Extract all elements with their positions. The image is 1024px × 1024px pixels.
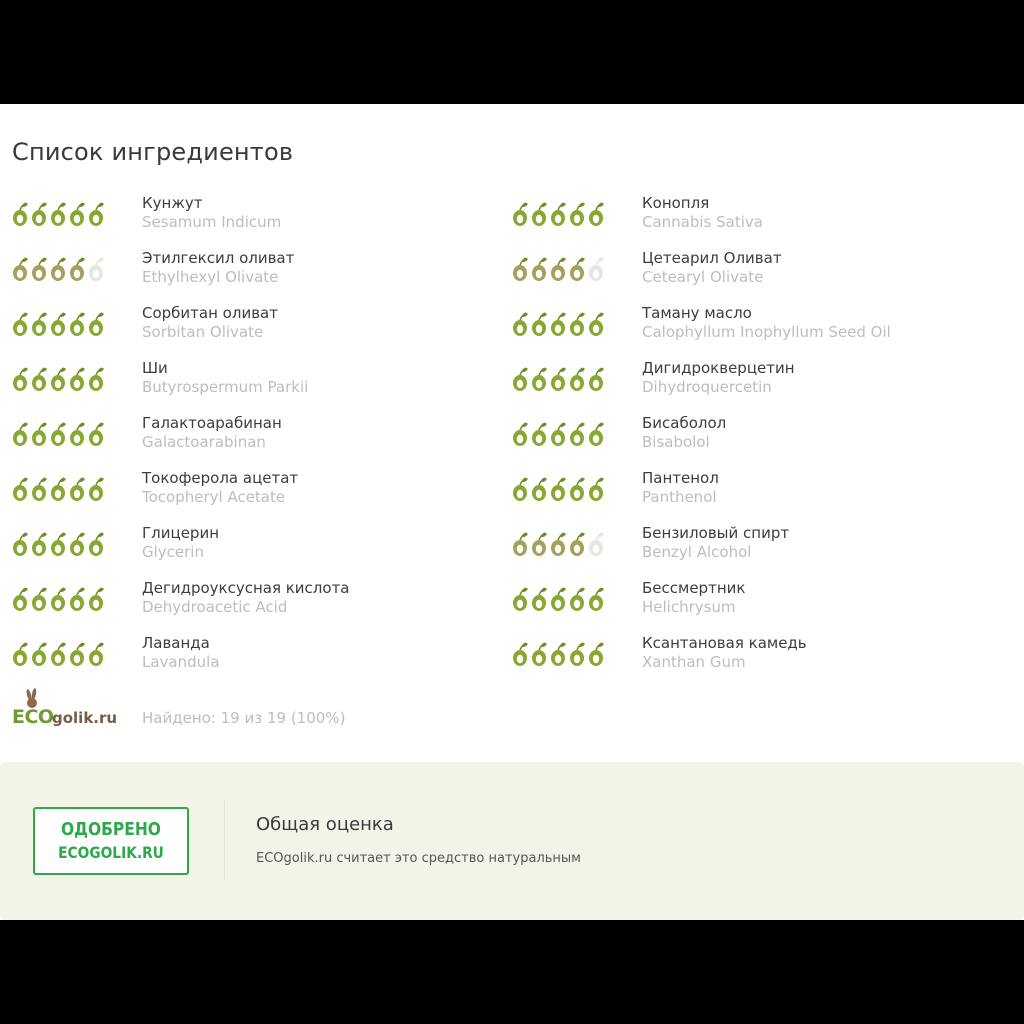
olive-icon: [589, 587, 604, 611]
verdict-divider: [224, 800, 225, 880]
olive-icon: [51, 312, 66, 336]
olive-icon: [589, 257, 604, 281]
olive-icon: [589, 312, 604, 336]
olive-rating: [12, 257, 108, 283]
ingredient-name-latin: Sorbitan Olivate: [142, 323, 264, 341]
olive-icon: [513, 532, 528, 556]
ingredient-row[interactable]: [512, 414, 1012, 469]
ingredient-row[interactable]: [512, 194, 1012, 249]
olive-rating: [12, 477, 108, 503]
olive-icon: [551, 532, 566, 556]
ingredient-row[interactable]: [512, 469, 1012, 524]
ingredient-name-ru[interactable]: Бензиловый спирт: [642, 524, 790, 542]
ingredient-name-latin: Calophyllum Inophyllum Seed Oil: [642, 323, 891, 341]
ingredient-name-ru[interactable]: Этилгексил оливат: [142, 249, 295, 267]
olive-rating: [12, 587, 108, 613]
olive-icon: [32, 642, 47, 666]
ingredient-name-latin: Tocopheryl Acetate: [142, 488, 286, 506]
olive-icon: [513, 642, 528, 666]
olive-rating: [512, 587, 608, 613]
olive-icon: [70, 422, 85, 446]
ingredient-names: [642, 524, 789, 562]
ingredient-name-ru[interactable]: Пантенол: [642, 469, 719, 487]
olive-icon: [51, 422, 66, 446]
ingredient-name-ru[interactable]: Таману масло: [642, 304, 752, 322]
stamp-line2: ECOGOLIK.RU: [58, 843, 164, 862]
ingredient-name-latin: Helichrysum: [642, 598, 736, 616]
ingredient-name-ru[interactable]: Дигидрокверцетин: [642, 359, 795, 377]
olive-icon: [513, 587, 528, 611]
olive-rating: [12, 367, 108, 393]
olive-rating: [12, 642, 108, 668]
ingredient-row[interactable]: [12, 579, 512, 634]
olive-icon: [551, 477, 566, 501]
verdict-panel: [0, 762, 1024, 920]
olive-icon: [13, 642, 28, 666]
olive-icon: [13, 422, 28, 446]
stamp-line1: ОДОБРЕНО: [61, 819, 161, 840]
olive-icon: [532, 477, 547, 501]
ingredient-names: [142, 469, 298, 507]
olive-icon: [70, 477, 85, 501]
ingredient-names: [142, 359, 308, 397]
page-title: Список ингредиентов: [12, 138, 294, 166]
olive-icon: [13, 532, 28, 556]
olive-icon: [570, 367, 585, 391]
ingredient-name-ru[interactable]: Лаванда: [142, 634, 210, 652]
ingredient-name-latin: Benzyl Alcohol: [642, 543, 752, 561]
olive-icon: [32, 477, 47, 501]
olive-icon: [70, 587, 85, 611]
ingredient-names: [642, 469, 719, 507]
olive-icon: [70, 312, 85, 336]
ingredient-name-latin: Dihydroquercetin: [642, 378, 772, 396]
olive-icon: [589, 367, 604, 391]
ingredient-names: [142, 414, 282, 452]
olive-rating: [512, 532, 608, 558]
olive-icon: [13, 257, 28, 281]
ingredient-row[interactable]: [512, 359, 1012, 414]
olive-icon: [532, 587, 547, 611]
ingredient-names: [142, 194, 281, 232]
olive-icon: [13, 587, 28, 611]
olive-rating: [512, 477, 608, 503]
olive-icon: [570, 422, 585, 446]
olive-icon: [51, 367, 66, 391]
olive-icon: [532, 257, 547, 281]
ingredient-row[interactable]: [12, 469, 512, 524]
ingredient-name-latin: Panthenol: [642, 488, 717, 506]
olive-icon: [51, 642, 66, 666]
olive-icon: [51, 587, 66, 611]
ingredient-name-ru[interactable]: Галактоарабинан: [142, 414, 282, 432]
olive-icon: [32, 312, 47, 336]
ingredient-name-ru[interactable]: Сорбитан оливат: [142, 304, 278, 322]
ingredient-name-ru[interactable]: Глицерин: [142, 524, 219, 542]
olive-rating: [12, 532, 108, 558]
olive-icon: [51, 477, 66, 501]
ingredient-row[interactable]: [512, 634, 1012, 689]
olive-rating: [512, 257, 608, 283]
olive-icon: [570, 477, 585, 501]
olive-rating: [512, 367, 608, 393]
olive-icon: [532, 532, 547, 556]
ingredient-names: [642, 359, 795, 397]
olive-icon: [551, 202, 566, 226]
olive-icon: [13, 367, 28, 391]
olive-icon: [551, 312, 566, 336]
ingredient-row[interactable]: [12, 414, 512, 469]
ingredient-name-latin: Butyrospermum Parkii: [142, 378, 309, 396]
olive-icon: [13, 477, 28, 501]
olive-icon: [13, 202, 28, 226]
olive-icon: [89, 257, 104, 281]
olive-rating: [12, 312, 108, 338]
olive-icon: [551, 422, 566, 446]
olive-icon: [532, 367, 547, 391]
olive-icon: [51, 532, 66, 556]
olive-icon: [51, 257, 66, 281]
olive-icon: [513, 422, 528, 446]
ingredient-name-latin: Cannabis Sativa: [642, 213, 763, 231]
olive-icon: [570, 257, 585, 281]
olive-icon: [89, 422, 104, 446]
ingredient-row[interactable]: [12, 194, 512, 249]
ingredient-name-latin: Xanthan Gum: [642, 653, 746, 671]
ingredient-name-ru[interactable]: Ксантановая камедь: [642, 634, 807, 652]
ingredient-names: [642, 304, 891, 342]
results-footer: [12, 688, 512, 732]
ingredient-row[interactable]: [512, 304, 1012, 359]
ingredient-name-ru[interactable]: Ши: [142, 359, 168, 377]
olive-icon: [551, 642, 566, 666]
ingredient-names: [142, 524, 219, 562]
olive-icon: [589, 532, 604, 556]
olive-icon: [551, 367, 566, 391]
olive-rating: [512, 312, 608, 338]
ingredient-name-ru[interactable]: Кунжут: [142, 194, 203, 212]
olive-rating: [512, 422, 608, 448]
ingredients-page: [0, 104, 1024, 920]
ingredients-column-left: [12, 194, 512, 689]
olive-icon: [589, 422, 604, 446]
ingredient-name-ru[interactable]: Бессмертник: [642, 579, 746, 597]
olive-icon: [70, 367, 85, 391]
logo-eco-text: ECO: [12, 706, 54, 728]
olive-icon: [513, 202, 528, 226]
ingredient-name-ru[interactable]: Токоферола ацетат: [142, 469, 299, 487]
verdict-title: Общая оценка: [256, 814, 394, 835]
olive-icon: [532, 202, 547, 226]
ingredient-name-ru[interactable]: Бисаболол: [642, 414, 727, 432]
olive-icon: [89, 587, 104, 611]
ingredient-name-latin: Sesamum Indicum: [142, 213, 282, 231]
olive-rating: [12, 202, 108, 228]
ingredient-name-latin: Lavandula: [142, 653, 220, 671]
olive-icon: [570, 202, 585, 226]
ingredient-names: [642, 634, 807, 672]
olive-rating: [512, 642, 608, 668]
olive-icon: [513, 367, 528, 391]
olive-icon: [89, 202, 104, 226]
olive-icon: [551, 257, 566, 281]
olive-rating: [12, 422, 108, 448]
olive-icon: [570, 532, 585, 556]
olive-icon: [570, 312, 585, 336]
ingredients-column-right: [512, 194, 1012, 689]
ingredient-name-ru[interactable]: Дегидроуксусная кислота: [142, 579, 350, 597]
olive-icon: [513, 477, 528, 501]
olive-icon: [70, 257, 85, 281]
ingredient-names: [642, 579, 745, 617]
olive-icon: [51, 202, 66, 226]
ingredient-row[interactable]: [512, 524, 1012, 579]
olive-icon: [32, 257, 47, 281]
ingredient-row[interactable]: [12, 634, 512, 689]
olive-icon: [532, 312, 547, 336]
olive-icon: [551, 587, 566, 611]
olive-icon: [13, 312, 28, 336]
verdict-text: ECOgolik.ru считает это средство натуральным: [256, 851, 581, 866]
ingredient-name-latin: Cetearyl Olivate: [642, 268, 764, 286]
olive-icon: [589, 202, 604, 226]
ingredient-names: [142, 304, 278, 342]
olive-icon: [32, 422, 47, 446]
ingredient-name-latin: Ethylhexyl Olivate: [142, 268, 279, 286]
ingredient-row[interactable]: [12, 359, 512, 414]
olive-icon: [89, 477, 104, 501]
olive-icon: [532, 642, 547, 666]
olive-icon: [89, 532, 104, 556]
ingredient-name-ru[interactable]: Цетеарил Оливат: [642, 249, 782, 267]
olive-icon: [589, 642, 604, 666]
ingredient-name-latin: Dehydroacetic Acid: [142, 598, 288, 616]
ingredient-row[interactable]: [12, 304, 512, 359]
olive-icon: [570, 642, 585, 666]
ingredient-row[interactable]: [12, 524, 512, 579]
ingredient-row[interactable]: [12, 249, 512, 304]
ingredient-name-ru[interactable]: Конопля: [642, 194, 710, 212]
olive-icon: [32, 532, 47, 556]
olive-icon: [32, 367, 47, 391]
olive-icon: [532, 422, 547, 446]
olive-icon: [32, 587, 47, 611]
ingredient-names: [642, 414, 726, 452]
ingredient-row[interactable]: [512, 579, 1012, 634]
olive-icon: [70, 532, 85, 556]
olive-icon: [513, 257, 528, 281]
found-count: Найдено: 19 из 19 (100%): [142, 709, 346, 727]
ingredient-names: [142, 634, 220, 672]
approved-stamp: [33, 807, 189, 875]
ingredient-names: [142, 249, 294, 287]
ecogolik-logo[interactable]: [12, 688, 124, 730]
ingredient-names: [142, 579, 350, 617]
olive-icon: [589, 477, 604, 501]
olive-icon: [513, 312, 528, 336]
logo-domain-text: golik.ru: [52, 709, 118, 727]
olive-icon: [570, 587, 585, 611]
olive-icon: [70, 642, 85, 666]
ingredient-names: [642, 194, 763, 232]
ingredient-names: [642, 249, 782, 287]
olive-icon: [70, 202, 85, 226]
olive-icon: [32, 202, 47, 226]
olive-icon: [89, 367, 104, 391]
olive-icon: [89, 312, 104, 336]
olive-rating: [512, 202, 608, 228]
olive-icon: [89, 642, 104, 666]
ingredient-name-latin: Bisabolol: [642, 433, 710, 451]
ingredient-row[interactable]: [512, 249, 1012, 304]
ingredient-name-latin: Glycerin: [142, 543, 204, 561]
ingredient-name-latin: Galactoarabinan: [142, 433, 266, 451]
